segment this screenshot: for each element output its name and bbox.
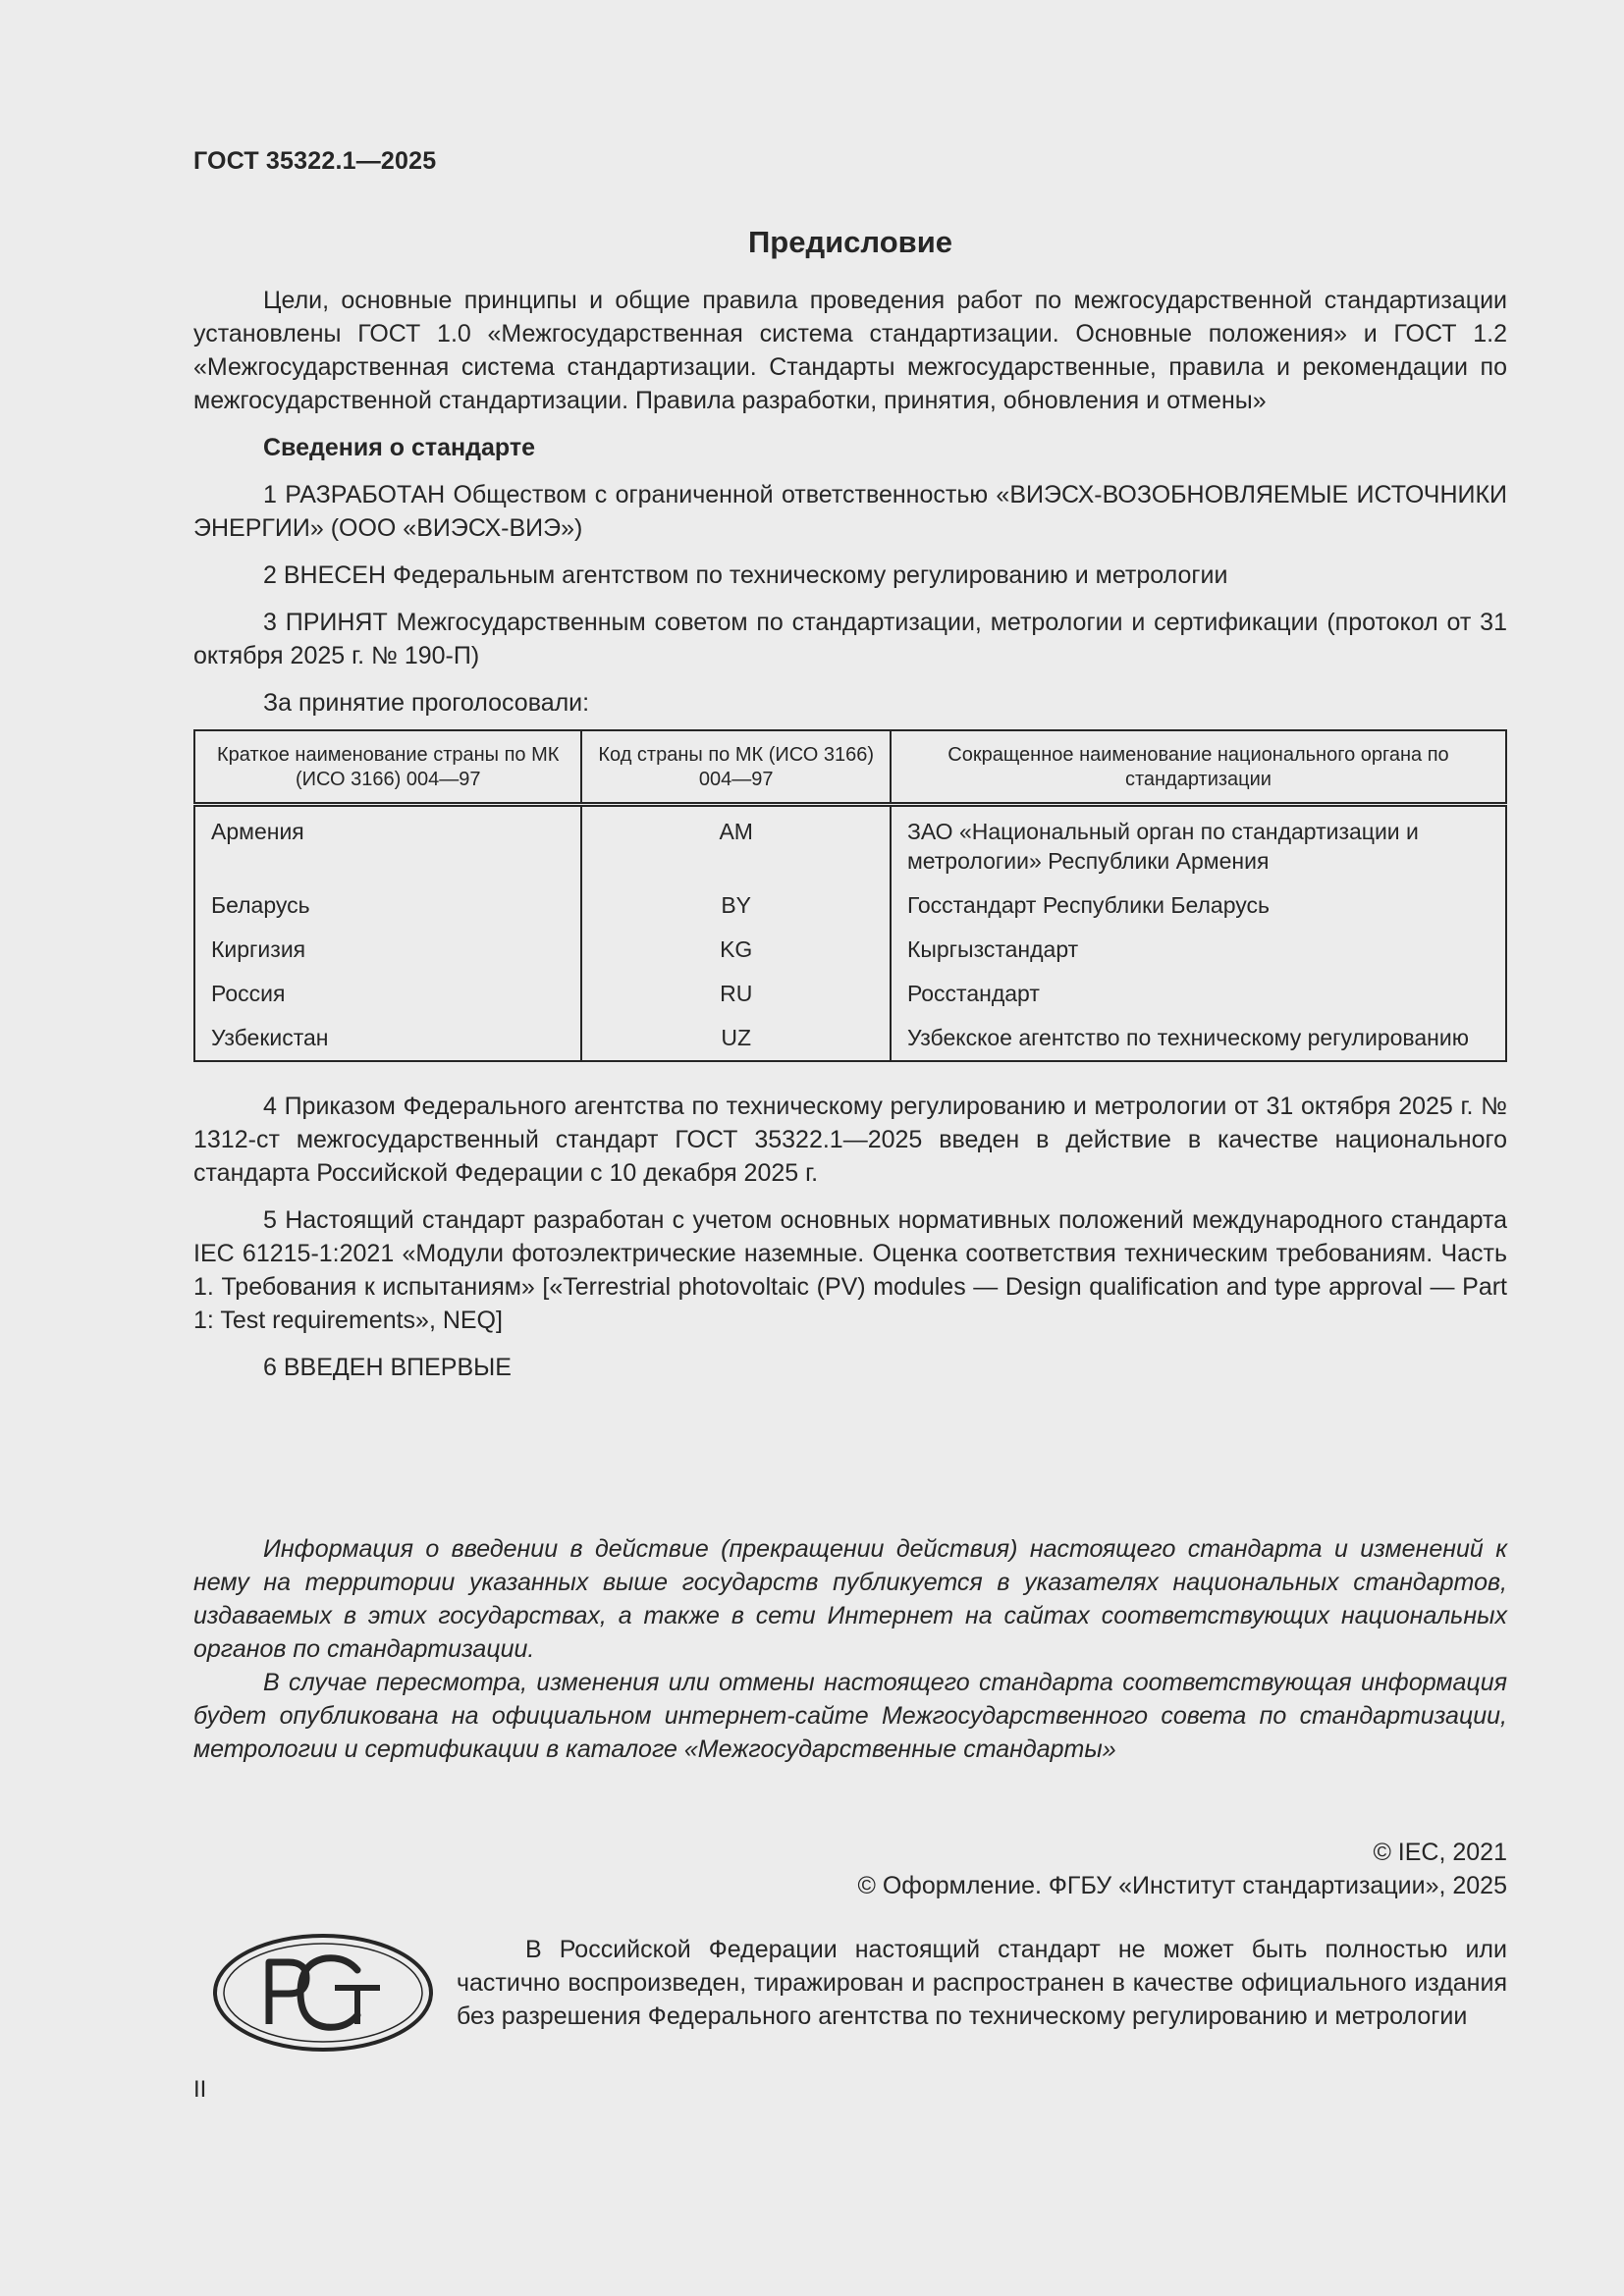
vote-intro: За принятие проголосовали: [263, 689, 590, 717]
col-header-country: Краткое наименование страны по МК (ИСО 3166) 004—97 [194, 730, 581, 805]
table-row [194, 890, 1506, 934]
cell-code: RU [581, 979, 890, 1023]
gost-r-certification-mark-icon [210, 1931, 436, 2055]
cell-body: Кыргызстандарт [891, 934, 1506, 979]
item-2: 2 ВНЕСЕН Федеральным агентством по техническому регулированию и метрологии [263, 561, 1228, 589]
table-row [194, 805, 1506, 891]
table-row [194, 1023, 1506, 1061]
table-row [194, 934, 1506, 979]
cell-country: Киргизия [194, 934, 581, 979]
voting-table [193, 729, 1507, 1062]
info-heading: Сведения о стандарте [263, 434, 536, 461]
cell-code: BY [581, 890, 890, 934]
cell-body: Госстандарт Республики Беларусь [891, 890, 1506, 934]
item-4: 4 Приказом Федерального агентства по техническому регулированию и метрологии от 31 октября 2025 г. № 1312-ст межгосударственный стандарт ГОСТ 35322.1—2025 введен в действие в качестве национального стандарта Российской Федерации с 10 декабря 2025 г. [193, 1093, 1507, 1187]
page-title: Предисловие [747, 225, 952, 259]
publication-notes [193, 1532, 1507, 1766]
item-5: 5 Настоящий стандарт разработан с учетом основных нормативных положений международного стандарта IEC 61215-1:2021 «Модули фотоэлектрические наземные. Оценка соответствия техническим требованиям. Часть 1. Требования к испытаниям» [«Terrestrial photovoltaic (PV) modules — Design qualification and type approval — Part 1: Test requirements», NEQ] [193, 1206, 1507, 1334]
cell-code: UZ [581, 1023, 890, 1061]
item-6: 6 ВВЕДЕН ВПЕРВЫЕ [263, 1354, 512, 1381]
cell-country: Россия [194, 979, 581, 1023]
page-number: II [193, 2076, 207, 2103]
table-header-row [194, 730, 1506, 805]
document-id: ГОСТ 35322.1—2025 [193, 147, 437, 175]
foreword-body [193, 284, 1507, 1398]
copyright-design: © Оформление. ФГБУ «Институт стандартизации», 2025 [857, 1872, 1507, 1899]
cell-code: KG [581, 934, 890, 979]
copyright-block [193, 1836, 1507, 1902]
table-row [194, 979, 1506, 1023]
cell-body: Узбекское агентство по техническому регулированию [891, 1023, 1506, 1061]
cell-body: ЗАО «Национальный орган по стандартизации и метрологии» Республики Армения [891, 805, 1506, 891]
copyright-notice: В Российской Федерации настоящий стандарт не может быть полностью или частично воспроизведен, тиражирован и распространен в качестве официального издания без разрешения Федерального агентства по техническому регулированию и метрологии [457, 1936, 1507, 2030]
col-header-body: Сокращенное наименование национального органа по стандартизации [891, 730, 1506, 805]
item-1: 1 РАЗРАБОТАН Обществом с ограниченной ответственностью «ВИЭСХ-ВОЗОБНОВЛЯЕМЫЕ ИСТОЧНИКИ ЭНЕРГИИ» (ООО «ВИЭСХ-ВИЭ») [193, 481, 1507, 542]
col-header-code: Код страны по МК (ИСО 3166) 004—97 [581, 730, 890, 805]
cell-country: Беларусь [194, 890, 581, 934]
note-info: Информация о введении в действие (прекращении действия) настоящего стандарта и изменений к нему на территории указанных выше государств публикуется в указателях национальных стандартов, издаваемых в этих государствах, а также в сети Интернет на сайтах соответствующих национальных органов по стандартизации. [193, 1535, 1507, 1663]
cell-code: AM [581, 805, 890, 891]
document-page [193, 0, 1507, 2296]
copyright-iec: © IEC, 2021 [1373, 1839, 1507, 1866]
cell-country: Армения [194, 805, 581, 891]
item-3: 3 ПРИНЯТ Межгосударственным советом по стандартизации, метрологии и сертификации (протокол от 31 октября 2025 г. № 190-П) [193, 609, 1507, 669]
intro-paragraph: Цели, основные принципы и общие правила проведения работ по межгосударственной стандартизации установлены ГОСТ 1.0 «Межгосударственная система стандартизации. Основные положения» и ГОСТ 1.2 «Межгосударственная система стандартизации. Стандарты межгосударственные, правила и рекомендации по межгосударственной стандартизации. Правила разработки, принятия, обновления и отмены» [193, 287, 1507, 414]
cell-body: Росстандарт [891, 979, 1506, 1023]
note-revision: В случае пересмотра, изменения или отмены настоящего стандарта соответствующая информация будет опубликована на официальном интернет-сайте Межгосударственного совета по стандартизации, метрологии и сертификации в каталоге «Межгосударственные стандарты» [193, 1669, 1507, 1763]
cell-country: Узбекистан [194, 1023, 581, 1061]
